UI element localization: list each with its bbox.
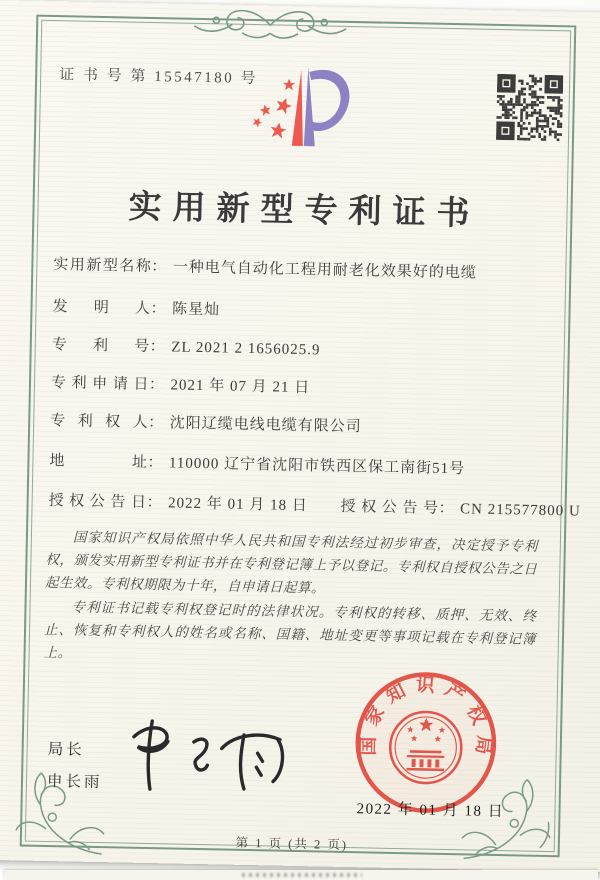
field-patentee: 专利权人： 沈阳辽缆电线电缆有限公司 bbox=[50, 409, 558, 440]
page-number: 第 1 页 (共 2 页) bbox=[235, 835, 349, 853]
field-value: 一种电气自动化工程用耐老化效果好的电缆 bbox=[172, 259, 477, 282]
field-value: 沈阳辽缆电线电缆有限公司 bbox=[169, 415, 362, 436]
field-utility-model-name: 实用新型名称： 一种电气自动化工程用耐老化效果好的电缆 bbox=[53, 253, 561, 284]
issuer-block bbox=[47, 737, 104, 792]
field-grant-date: 授权公告日： 2022 年 01 月 18 日 bbox=[48, 492, 309, 515]
issuer-title: 局长 bbox=[47, 741, 85, 759]
field-label: 专利权人 bbox=[50, 412, 149, 431]
field-value: 2021 年 07 月 21 日 bbox=[170, 377, 311, 397]
certificate-title: 实用新型专利证书 bbox=[128, 189, 481, 233]
legal-paragraph-2: 专利证书记载专利权登记时的法律状况。专利权的转移、质押、无效、终止、恢复和专利权人的姓名或名称、国籍、地址变更等事项记载在专利登记簿上。 bbox=[43, 599, 537, 661]
top-flourish-ornament bbox=[182, 4, 359, 52]
official-red-seal bbox=[350, 667, 501, 818]
field-value: 陈星灿 bbox=[171, 301, 221, 319]
field-label: 地址 bbox=[49, 452, 148, 471]
field-label: 专利号 bbox=[51, 337, 150, 355]
field-address: 地址： 110000 辽宁省沈阳市铁西区保工南街51号 bbox=[49, 449, 557, 480]
legal-paragraph-1: 国家知识产权局依照中华人民共和国专利法经过初步审查，决定授予专利权，颁发实用新型专利证书并在专利登记簿上予以登记。专利权自授权公告之日起生效。专利权期限为十年，自申请日起算。 bbox=[44, 529, 538, 596]
field-grant-number: 授权公告号： CN 215577800 U bbox=[340, 498, 581, 520]
commissioner-signature bbox=[117, 706, 299, 806]
field-filing-date: 专利申请日： 2021 年 07 月 21 日 bbox=[51, 371, 559, 402]
seal-ring-text: 国家知识产权局 bbox=[358, 674, 495, 765]
field-value: ZL 2021 2 1656025.9 bbox=[171, 339, 321, 359]
certificate-number: 证 书 号 第 15547180 号 bbox=[59, 67, 259, 88]
next-page-text-smudge bbox=[242, 873, 362, 877]
field-inventor: 发明人： 陈星灿 bbox=[52, 295, 560, 326]
legal-text bbox=[43, 525, 538, 674]
field-patent-number: 专利号： ZL 2021 2 1656025.9 bbox=[52, 333, 560, 364]
seal-date: 2022 年 01 月 18 日 bbox=[356, 801, 505, 821]
qr-code bbox=[496, 74, 563, 141]
next-page-edge bbox=[4, 870, 598, 880]
issuer-name: 申长雨 bbox=[46, 772, 103, 792]
field-label: 专利申请日 bbox=[50, 374, 150, 393]
field-label: 实用新型名称 bbox=[53, 257, 152, 275]
field-value: 110000 辽宁省沈阳市铁西区保工南街51号 bbox=[168, 455, 466, 478]
field-label: 发明人 bbox=[52, 299, 151, 317]
cnipa-logo-icon bbox=[241, 57, 365, 167]
